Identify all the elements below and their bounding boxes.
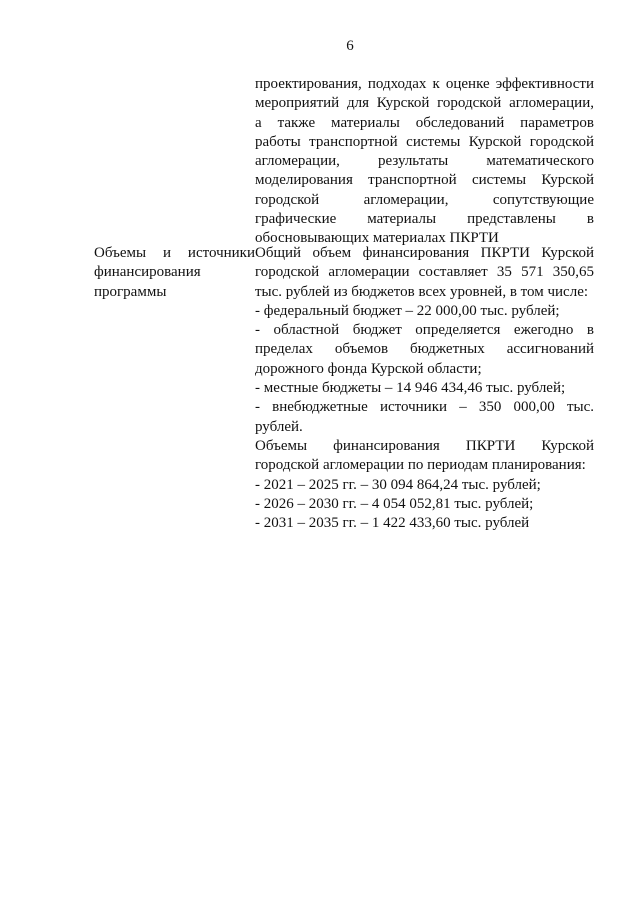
text-line: а также материалы обследований параметров [255,114,594,131]
text-line: - областной бюджет определяется ежегодно в [255,322,594,339]
text-line: - 2031 – 2035 гг. – 1 422 433,60 тыс. рублей [255,515,530,532]
text-line: Объемы финансирования ПКРТИ Курской [255,437,594,454]
text-line: городской агломерации по периодам планирования: [255,457,586,474]
label-line: программы [94,283,167,300]
row-content [255,244,594,533]
text-line: городской агломерации составляет 35 571 350,65 [255,264,594,281]
text-line: проектирования, подходах к оценке эффективности [255,76,594,92]
text-line: мероприятий для Курской городской агломерации, [255,95,594,112]
text-line: - 2021 – 2025 гг. – 30 094 864,24 тыс. рублей; [255,476,541,493]
text-line: моделирования транспортной системы Курской [255,172,594,189]
text-line: рублей. [255,418,303,435]
table-row-financing [94,244,594,533]
text-line: тыс. рублей из бюджетов всех уровней, в том числе: [255,283,589,300]
text-line: работы транспортной системы Курской городской [255,133,594,150]
row-label [94,75,255,249]
text-line: - внебюджетные источники – 350 000,00 тыс. [255,399,594,416]
row-content [255,75,594,249]
text-line: - 2026 – 2030 гг. – 4 054 052,81 тыс. рублей; [255,495,534,512]
text-line: городской агломерации, сопутствующие [255,191,594,208]
text-line: Общий объем финансирования ПКРТИ Курской [255,245,594,261]
label-line: Объемы и источники [94,245,255,261]
text-line: графические материалы представлены в [255,211,594,228]
table-row-description [94,75,594,249]
page-number: 6 [346,38,354,54]
text-line: дорожного фонда Курской области; [255,360,482,377]
text-line: - федеральный бюджет – 22 000,00 тыс. рублей; [255,302,560,319]
text-line: агломерации, результаты математического [255,153,594,170]
row-label [94,244,255,533]
label-line: финансирования [94,264,201,281]
text-line: обосновывающих материалах ПКРТИ [255,230,499,247]
text-line: пределах объемов бюджетных ассигнований [255,341,594,358]
text-line: - местные бюджеты – 14 946 434,46 тыс. рублей; [255,380,566,397]
